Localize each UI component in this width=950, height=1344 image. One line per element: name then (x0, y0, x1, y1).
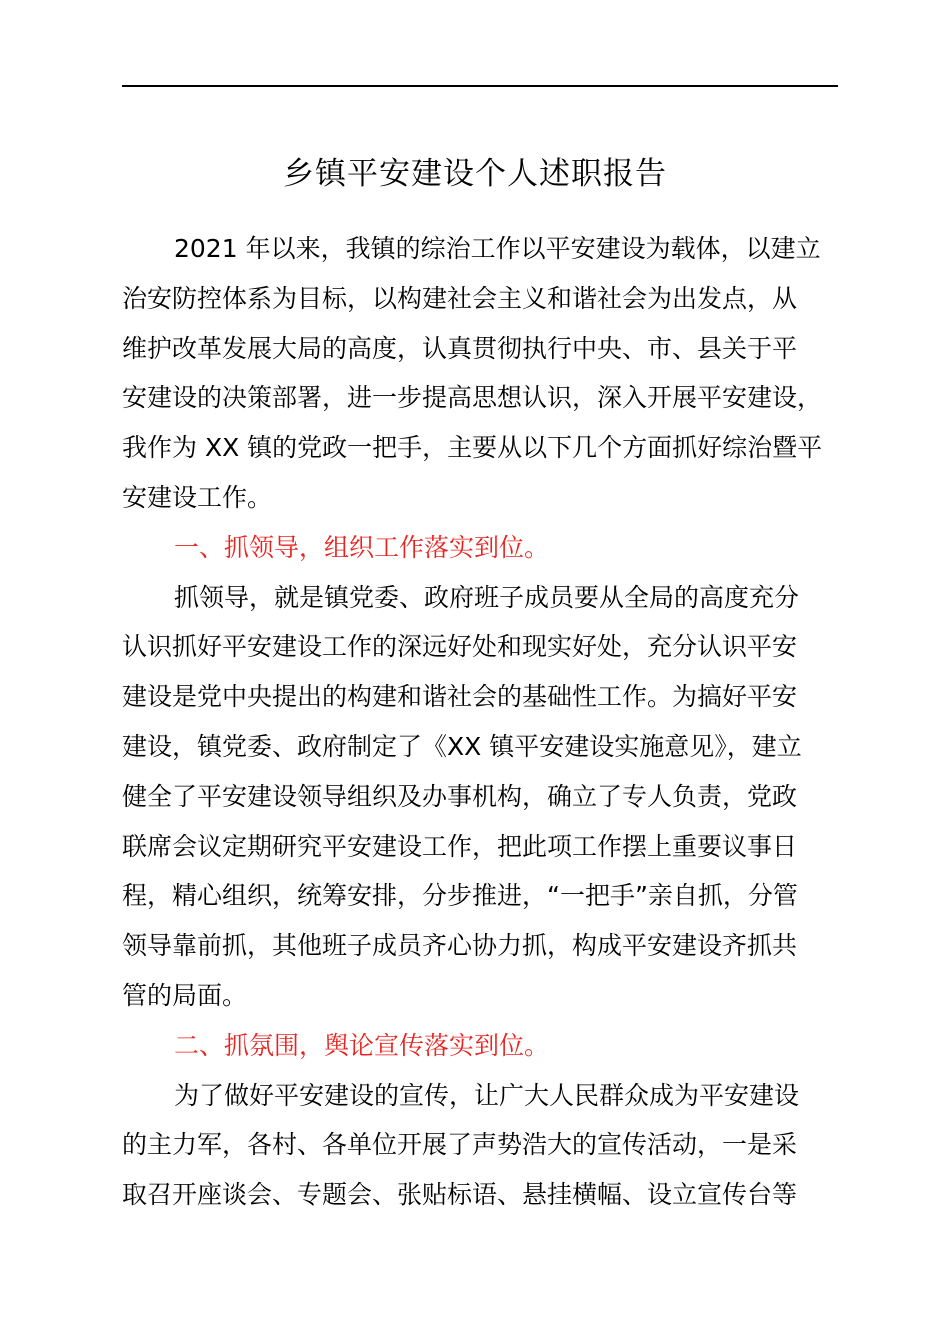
body-line: 抓领导，就是镇党委、政府班子成员要从全局的高度充分 (174, 582, 800, 612)
header-rule (122, 85, 838, 87)
body-line: 建设是党中央提出的构建和谐社会的基础性工作。为搞好平安 (122, 682, 798, 712)
section-heading: 一、抓领导，组织工作落实到位。 (174, 532, 550, 562)
body-line: 建设，镇党委、政府制定了《XX 镇平安建设实施意见》，建立 (122, 732, 802, 761)
body-line: 领导靠前抓，其他班子成员齐心协力抓，构成平安建设齐抓共 (122, 931, 798, 961)
body-line: 联席会议定期研究平安建设工作，把此项工作摆上重要议事日 (122, 831, 798, 861)
section-heading: 二、抓氛围，舆论宣传落实到位。 (174, 1030, 550, 1060)
body-line: 安建设工作。 (122, 483, 273, 512)
body-line: 取召开座谈会、专题会、张贴标语、悬挂横幅、设立宣传台等 (122, 1180, 798, 1210)
body-line: 的主力军，各村、各单位开展了声势浩大的宣传活动，一是采 (122, 1130, 798, 1160)
body-line: 维护改革发展大局的高度，认真贯彻执行中央、市、县关于平 (122, 333, 798, 363)
body-line: 程，精心组织，统筹安排，分步推进，“一把手”亲自抓，分管 (122, 881, 798, 911)
body-line: 认识抓好平安建设工作的深远好处和现实好处，充分认识平安 (122, 632, 798, 662)
body-line: 我作为 XX 镇的党政一把手，主要从以下几个方面抓好综治暨平 (122, 433, 823, 463)
body-line: 为了做好平安建设的宣传，让广大人民群众成为平安建设 (174, 1080, 800, 1110)
body-line: 治安防控体系为目标，以构建社会主义和谐社会为出发点，从 (122, 283, 798, 313)
body-line: 2021 年以来，我镇的综治工作以平安建设为载体，以建立 (174, 234, 821, 263)
document-title: 乡镇平安建设个人述职报告 (283, 156, 667, 192)
body-line: 安建设的决策部署，进一步提高思想认识，深入开展平安建设， (122, 383, 823, 413)
body-line: 健全了平安建设领导组织及办事机构，确立了专人负责，党政 (122, 781, 798, 811)
body-line: 管的局面。 (122, 981, 248, 1010)
